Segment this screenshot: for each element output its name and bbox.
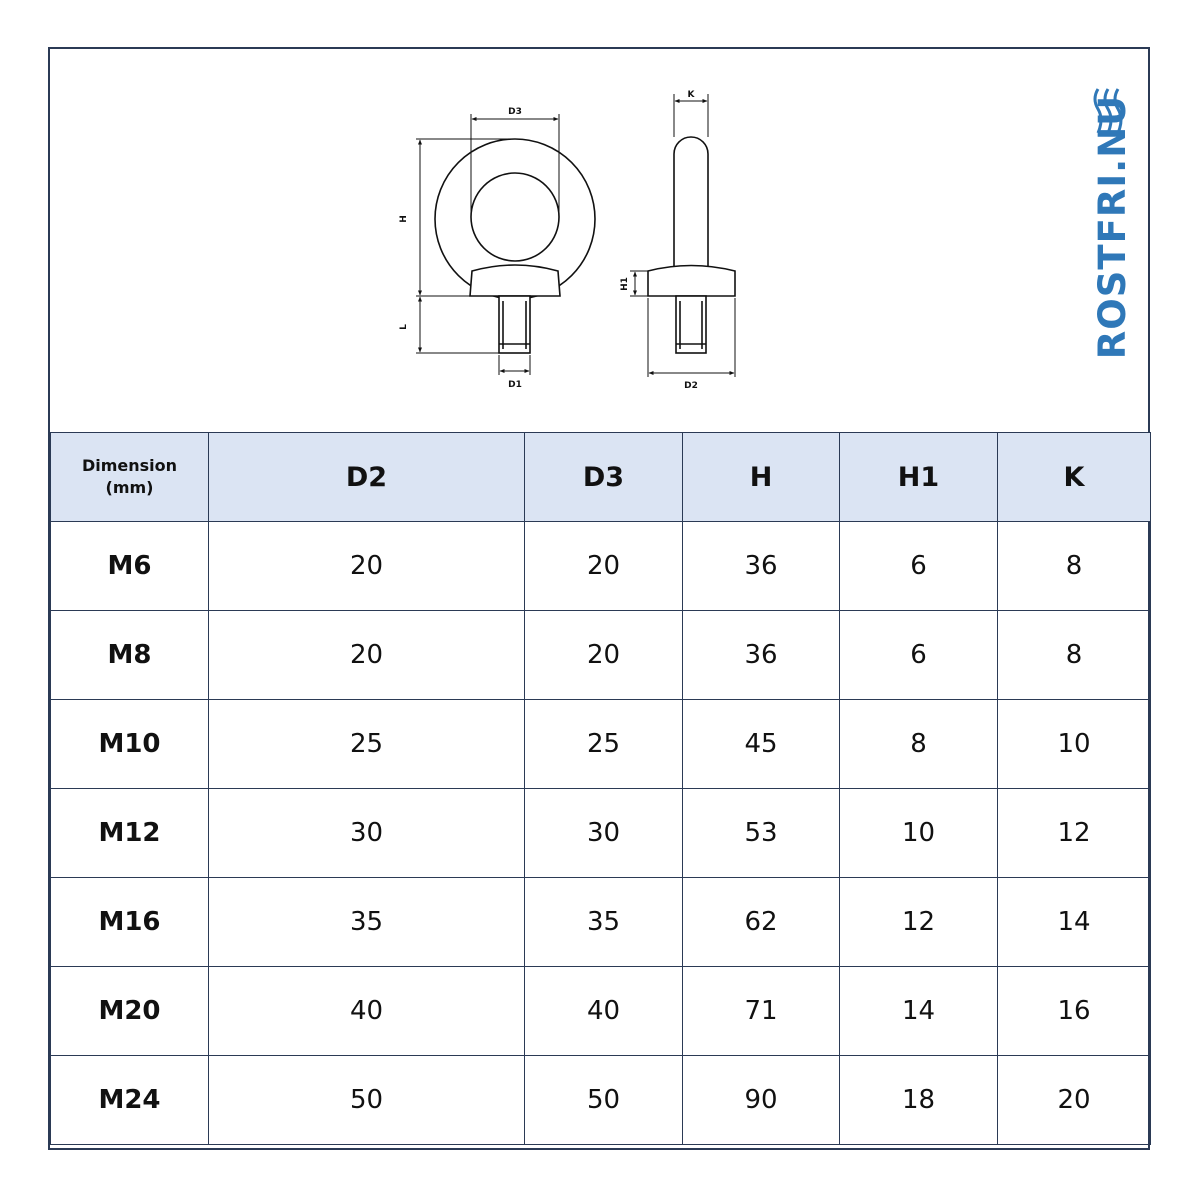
cell-k: 14 (998, 878, 1151, 967)
table-row (51, 611, 1151, 700)
table-row (51, 522, 1151, 611)
table-row (51, 700, 1151, 789)
waves-icon (1090, 87, 1130, 135)
cell-k: 10 (998, 700, 1151, 789)
label-l: L (399, 324, 409, 330)
cell-h1: 6 (840, 611, 998, 700)
cell-k: 16 (998, 967, 1151, 1056)
table-row (51, 1056, 1151, 1145)
datasheet-frame (48, 47, 1150, 1150)
row-size: M12 (51, 789, 209, 878)
label-h1: H1 (620, 277, 630, 291)
collar-front (470, 265, 560, 296)
cell-h: 62 (683, 878, 840, 967)
cell-h: 90 (683, 1056, 840, 1145)
cell-d2: 25 (209, 700, 525, 789)
cell-d3: 25 (525, 700, 683, 789)
cell-k: 8 (998, 611, 1151, 700)
cell-d3: 35 (525, 878, 683, 967)
table-row (51, 789, 1151, 878)
collar-side (648, 266, 735, 297)
cell-h: 71 (683, 967, 840, 1056)
cell-d3: 20 (525, 611, 683, 700)
cell-h1: 12 (840, 878, 998, 967)
cell-d2: 50 (209, 1056, 525, 1145)
table-row (51, 967, 1151, 1056)
cell-d2: 30 (209, 789, 525, 878)
row-size: M8 (51, 611, 209, 700)
row-size: M16 (51, 878, 209, 967)
row-size: M24 (51, 1056, 209, 1145)
cell-h1: 14 (840, 967, 998, 1056)
header-h1: H1 (840, 433, 998, 522)
label-k: K (687, 90, 695, 100)
cell-h: 36 (683, 611, 840, 700)
cell-d2: 20 (209, 611, 525, 700)
cell-d2: 35 (209, 878, 525, 967)
header-d2: D2 (209, 433, 525, 522)
brand-logo (1090, 87, 1134, 397)
header-h: H (683, 433, 840, 522)
label-h: H (399, 215, 409, 223)
cell-h: 36 (683, 522, 840, 611)
cell-h1: 18 (840, 1056, 998, 1145)
header-d3: D3 (525, 433, 683, 522)
technical-drawing (50, 49, 1150, 432)
cell-d3: 40 (525, 967, 683, 1056)
cell-d2: 20 (209, 522, 525, 611)
cell-h1: 8 (840, 700, 998, 789)
row-size: M10 (51, 700, 209, 789)
cell-h: 45 (683, 700, 840, 789)
header-dimension-label: Dimension (81, 456, 178, 475)
cell-d3: 50 (525, 1056, 683, 1145)
cell-h1: 10 (840, 789, 998, 878)
logo-text: ROSTFRI.NU (1091, 94, 1134, 360)
cell-d3: 20 (525, 522, 683, 611)
table-row (51, 878, 1151, 967)
cell-k: 20 (998, 1056, 1151, 1145)
header-unit-label: (mm) (105, 478, 154, 497)
ring-inner (471, 173, 559, 261)
ring-side (674, 137, 708, 285)
cell-d3: 30 (525, 789, 683, 878)
header-dimension (51, 433, 209, 522)
row-size: M20 (51, 967, 209, 1056)
label-d2: D2 (684, 381, 698, 391)
cell-k: 12 (998, 789, 1151, 878)
table-header-row (51, 433, 1151, 522)
dimension-table (50, 432, 1151, 1145)
cell-h: 53 (683, 789, 840, 878)
eye-bolt-drawing (50, 49, 1150, 432)
cell-k: 8 (998, 522, 1151, 611)
label-d3: D3 (508, 107, 522, 117)
row-size: M6 (51, 522, 209, 611)
header-k: K (998, 433, 1151, 522)
cell-h1: 6 (840, 522, 998, 611)
label-d1: D1 (508, 380, 522, 390)
cell-d2: 40 (209, 967, 525, 1056)
